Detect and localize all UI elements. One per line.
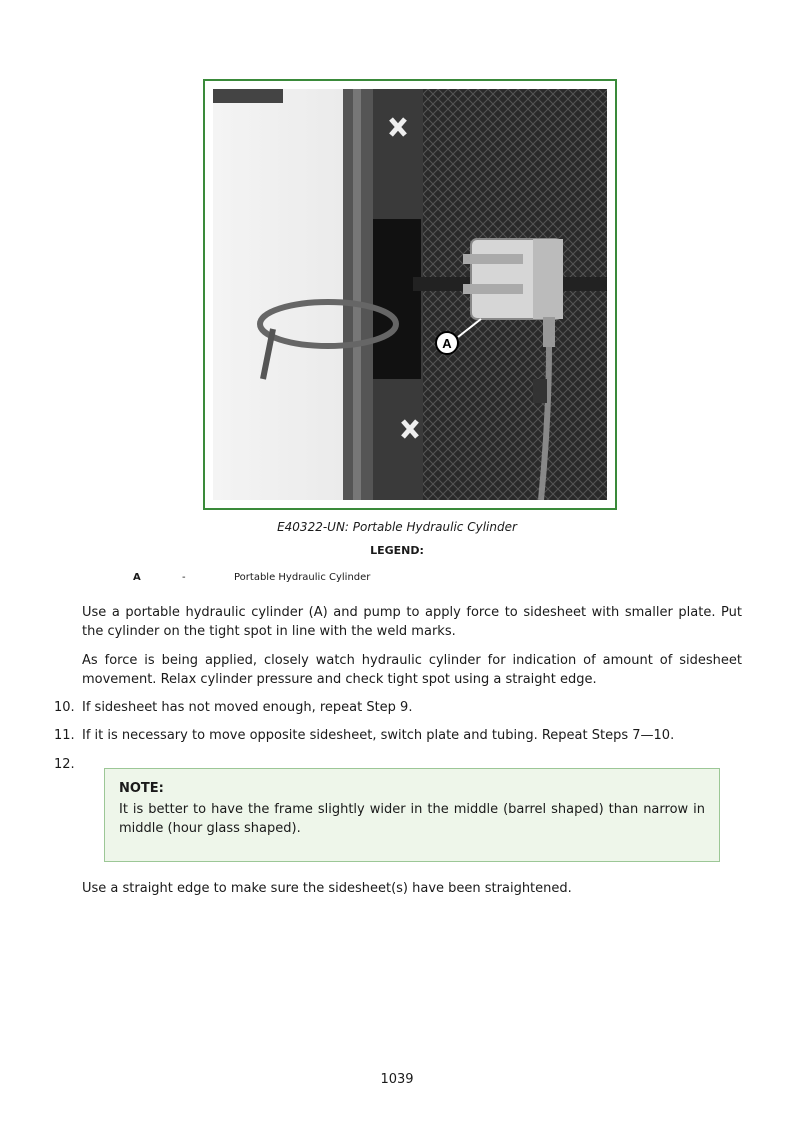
legend-key: A	[133, 572, 141, 583]
step-number-10: 10.	[54, 700, 75, 715]
legend-dash: -	[182, 572, 186, 583]
note-text: It is better to have the frame slightly wider in the middle (barrel shaped) than narrow in middle (hour glass shaped).	[119, 802, 705, 836]
final-paragraph: Use a straight edge to make sure the sidesheet(s) have been straightened.	[82, 881, 572, 896]
step-text-11: If it is necessary to move opposite sidesheet, switch plate and tubing. Repeat Steps 7—10.	[82, 728, 675, 743]
note-title: NOTE:	[119, 781, 164, 796]
paragraph-2: As force is being applied, closely watch hydraulic cylinder for indication of amount of sidesheet movement. Relax cylinder pressure and check tight spot using a straight edge.	[82, 653, 742, 687]
figure-caption: E40322-UN: Portable Hydraulic Cylinder	[277, 520, 517, 534]
legend-title: LEGEND:	[370, 544, 424, 557]
hydraulic-cylinder-photo	[213, 89, 607, 500]
page-number: 1039	[380, 1072, 414, 1087]
paragraph-1: Use a portable hydraulic cylinder (A) and pump to apply force to sidesheet with smaller plate. Put the cylinder on the tight spot in line with the weld marks.	[82, 605, 742, 639]
note-box	[104, 768, 720, 862]
figure-frame	[203, 79, 617, 510]
step-text-10: If sidesheet has not moved enough, repeat Step 9.	[82, 700, 413, 715]
legend-description: Portable Hydraulic Cylinder	[234, 572, 371, 583]
callout-a: A	[442, 336, 452, 351]
step-number-12: 12.	[54, 757, 75, 772]
step-number-11: 11.	[54, 728, 75, 743]
